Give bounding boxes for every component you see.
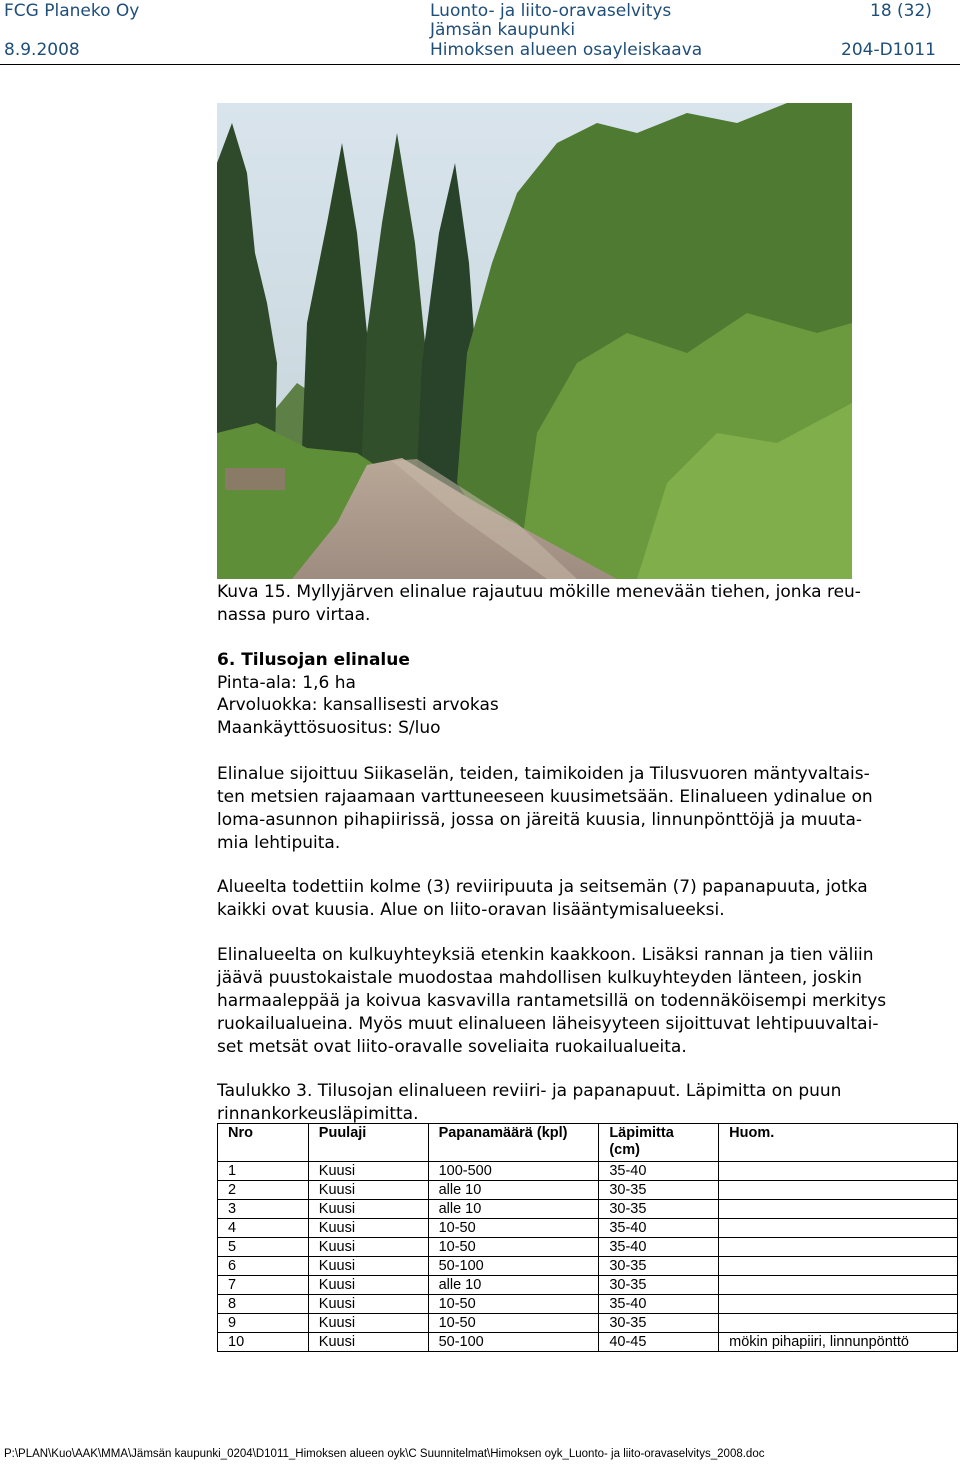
cell-nro: 2 [218, 1181, 309, 1200]
report-date: 8.9.2008 [4, 40, 80, 60]
cell-diameter: 35-40 [599, 1238, 719, 1257]
section-heading: 6. Tilusojan elinalue [217, 650, 410, 670]
table-caption-line: Taulukko 3. Tilusojan elinalueen reviiri- ja papanapuut. Läpimitta on puun [217, 1081, 842, 1101]
table-row [218, 1314, 958, 1333]
table-row [218, 1238, 958, 1257]
col-header-nro: Nro [218, 1124, 309, 1162]
land-use-recommendation: Maankäyttösuositus: S/luo [217, 718, 441, 738]
company-name: FCG Planeko Oy [4, 1, 140, 21]
table-row [218, 1333, 958, 1352]
doc-code: 204-D1011 [841, 40, 936, 60]
cell-species: Kuusi [308, 1276, 428, 1295]
paragraph-line: ruokailualueina. Myös muut elinalueen läheisyyteen sijoittuvat lehtipuuvaltai- [217, 1014, 879, 1034]
cell-species: Kuusi [308, 1333, 428, 1352]
cell-droppings: alle 10 [428, 1276, 599, 1295]
file-path-footer: P:\PLAN\Kuo\AAK\MMA\Jämsän kaupunki_0204\D1011_Himoksen alueen oyk\C Suunnitelmat\Himoksen oyk_Luonto- ja liito-oravaselvitys_2008.doc [4, 1448, 765, 1460]
forest-road-photo [217, 103, 852, 579]
cell-diameter: 35-40 [599, 1219, 719, 1238]
cell-species: Kuusi [308, 1219, 428, 1238]
cell-notes: mökin pihapiiri, linnunpönttö [719, 1333, 958, 1352]
paragraph-line: Elinalueelta on kulkuyhteyksiä etenkin kaakkoon. Lisäksi rannan ja tien väliin [217, 945, 874, 965]
cell-species: Kuusi [308, 1314, 428, 1333]
caption-line: Kuva 15. Myllyjärven elinalue rajautuu mökille menevään tiehen, jonka reu- [217, 582, 861, 602]
cell-species: Kuusi [308, 1238, 428, 1257]
paragraph-line: harmaaleppää ja koivua kasvavilla rantametsillä on todennäköisempi merkitys [217, 991, 887, 1011]
cell-droppings: 50-100 [428, 1257, 599, 1276]
table-row [218, 1181, 958, 1200]
cell-droppings: 10-50 [428, 1238, 599, 1257]
cell-droppings: 10-50 [428, 1314, 599, 1333]
page-number: 18 (32) [870, 1, 932, 21]
cell-notes [719, 1295, 958, 1314]
cell-species: Kuusi [308, 1257, 428, 1276]
cell-diameter: 35-40 [599, 1162, 719, 1181]
cell-nro: 8 [218, 1295, 309, 1314]
cell-droppings: 100-500 [428, 1162, 599, 1181]
value-class: Arvoluokka: kansallisesti arvokas [217, 695, 499, 715]
paragraph-line: set metsät ovat liito-oravalle soveliaita ruokailualueita. [217, 1037, 687, 1057]
report-title: Luonto- ja liito-oravaselvitys [430, 1, 672, 21]
paragraph-line: loma-asunnon pihapiirissä, jossa on järeitä kuusia, linnunpönttöjä ja muuta- [217, 810, 863, 830]
cell-nro: 1 [218, 1162, 309, 1181]
report-area: Himoksen alueen osayleiskaava [430, 40, 703, 60]
paragraph-line: mia lehtipuita. [217, 833, 341, 853]
cell-species: Kuusi [308, 1295, 428, 1314]
table-row [218, 1162, 958, 1181]
cell-nro: 5 [218, 1238, 309, 1257]
cell-notes [719, 1219, 958, 1238]
cell-droppings: 50-100 [428, 1333, 599, 1352]
cell-notes [719, 1276, 958, 1295]
cell-droppings: alle 10 [428, 1181, 599, 1200]
paragraph-3 [217, 944, 957, 1059]
table-header-row [218, 1124, 958, 1162]
cell-notes [719, 1200, 958, 1219]
cell-nro: 10 [218, 1333, 309, 1352]
paragraph-line: Elinalue sijoittuu Siikaselän, teiden, taimikoiden ja Tilusvuoren mäntyvaltais- [217, 764, 870, 784]
cell-nro: 6 [218, 1257, 309, 1276]
paragraph-line: ten metsien rajaamaan varttuneeseen kuusimetsään. Elinalueen ydinalue on [217, 787, 873, 807]
cell-nro: 3 [218, 1200, 309, 1219]
cell-notes [719, 1238, 958, 1257]
tree-table [217, 1123, 958, 1352]
caption-line: nassa puro virtaa. [217, 605, 371, 625]
table-row [218, 1219, 958, 1238]
cell-nro: 4 [218, 1219, 309, 1238]
col-header-notes: Huom. [719, 1124, 958, 1162]
cell-species: Kuusi [308, 1200, 428, 1219]
paragraph-line: jäävä puustokaistale muodostaa mahdollisen kulkuyhteyden länteen, joskin [217, 968, 862, 988]
cell-diameter: 35-40 [599, 1295, 719, 1314]
cell-notes [719, 1181, 958, 1200]
table-caption-line: rinnankorkeusläpimitta. [217, 1104, 419, 1124]
cell-droppings: 10-50 [428, 1295, 599, 1314]
col-header-species: Puulaji [308, 1124, 428, 1162]
cell-diameter: 30-35 [599, 1276, 719, 1295]
paragraph-1 [217, 763, 957, 855]
cell-species: Kuusi [308, 1162, 428, 1181]
col-header-diameter: Läpimitta (cm) [599, 1124, 719, 1162]
col-header-droppings: Papanamäärä (kpl) [428, 1124, 599, 1162]
table-body [218, 1162, 958, 1352]
paragraph-line: Alueelta todettiin kolme (3) reviiripuuta ja seitsemän (7) papanapuuta, jotka [217, 877, 868, 897]
figure-caption [217, 581, 935, 627]
table-row [218, 1295, 958, 1314]
table-row [218, 1257, 958, 1276]
cell-nro: 9 [218, 1314, 309, 1333]
cell-diameter: 40-45 [599, 1333, 719, 1352]
cell-droppings: alle 10 [428, 1200, 599, 1219]
table-caption [217, 1080, 957, 1126]
cell-droppings: 10-50 [428, 1219, 599, 1238]
cell-diameter: 30-35 [599, 1200, 719, 1219]
cell-diameter: 30-35 [599, 1257, 719, 1276]
cell-diameter: 30-35 [599, 1314, 719, 1333]
paragraph-2 [217, 876, 957, 922]
area-size: Pinta-ala: 1,6 ha [217, 673, 356, 693]
cell-notes [719, 1257, 958, 1276]
cell-nro: 7 [218, 1276, 309, 1295]
cell-species: Kuusi [308, 1181, 428, 1200]
table-row [218, 1276, 958, 1295]
paragraph-line: kaikki ovat kuusia. Alue on liito-oravan lisääntymisalueeksi. [217, 900, 725, 920]
report-city: Jämsän kaupunki [430, 20, 576, 40]
cell-notes [719, 1162, 958, 1181]
cell-notes [719, 1314, 958, 1333]
table-row [218, 1200, 958, 1219]
cell-diameter: 30-35 [599, 1181, 719, 1200]
header-divider [0, 64, 960, 65]
